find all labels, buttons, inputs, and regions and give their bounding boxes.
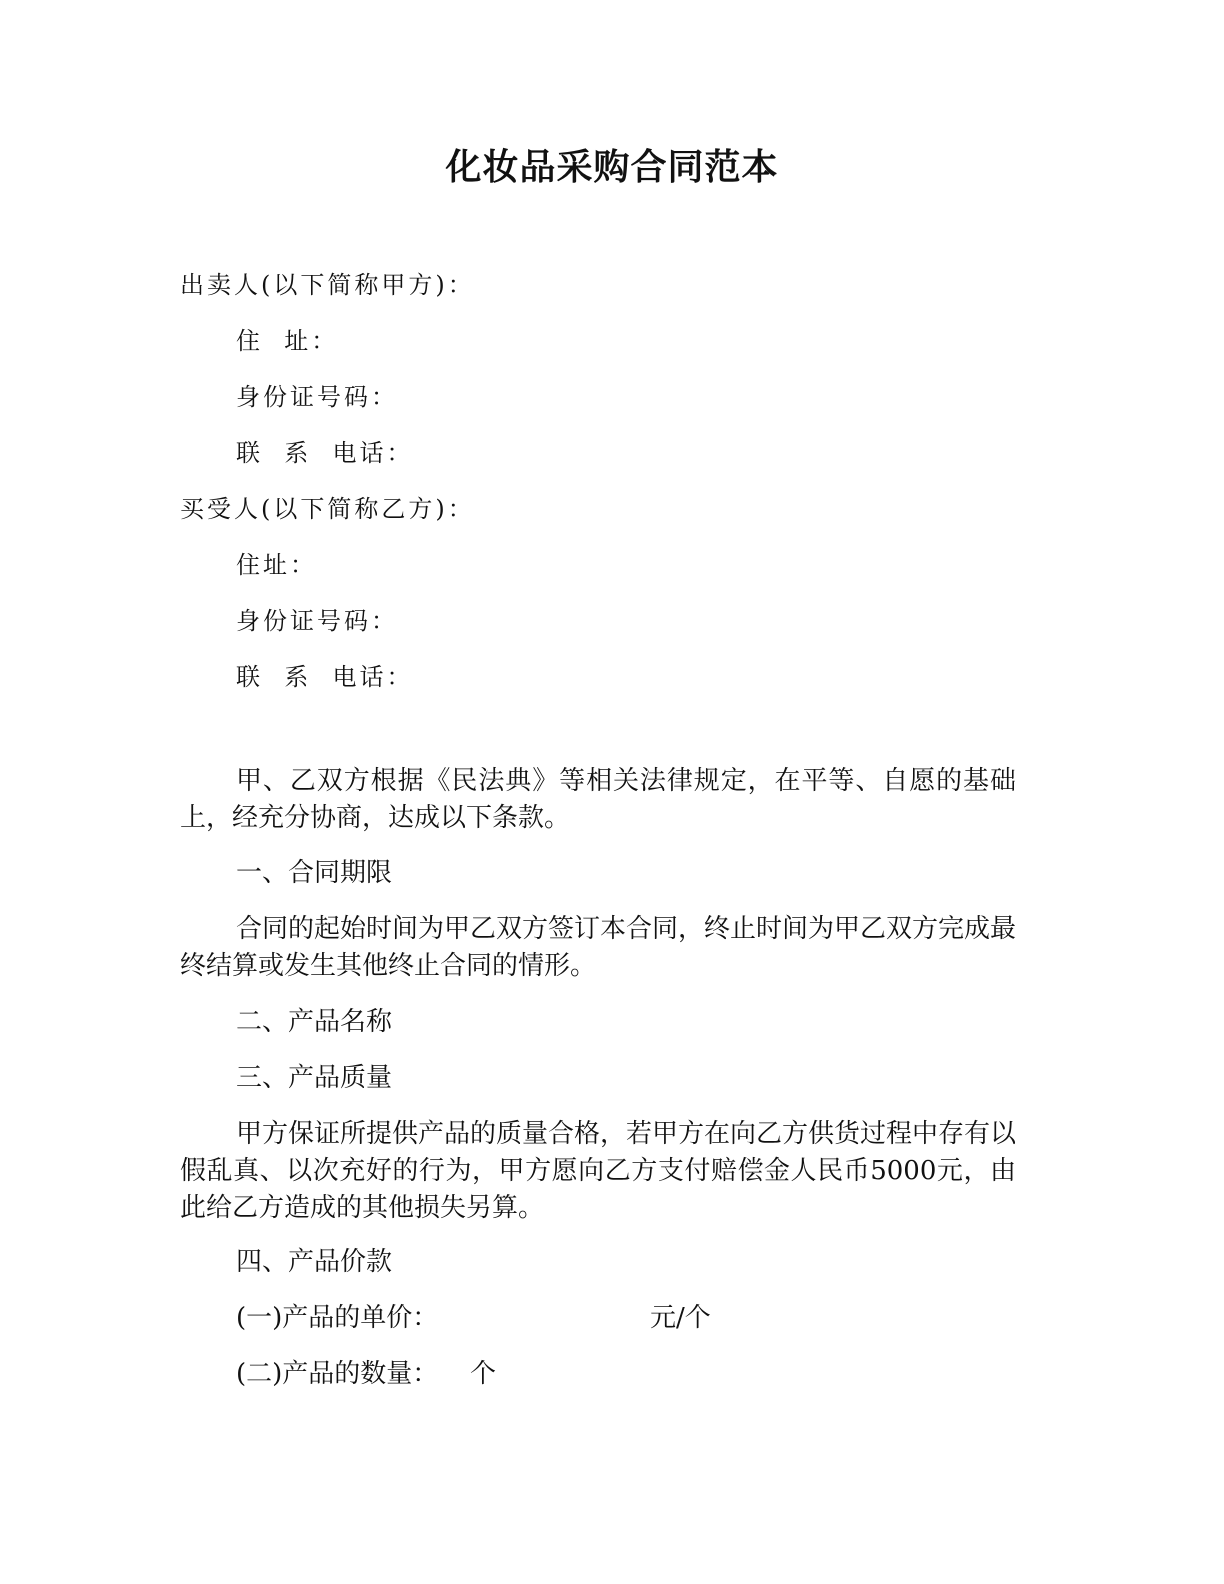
seller-label: 出卖人(以下简称甲方)： — [180, 271, 475, 299]
section-quality-text: 甲方保证所提供产品的质量合格，若甲方在向乙方供货过程中存有以假乱真、以次充好的行为，甲方愿向乙方支付赔偿金人民币5000元，由此给乙方造成的其他损失另算。 — [180, 1119, 1017, 1223]
buyer-id-number: 身份证号码： — [236, 607, 398, 635]
buyer-address: 住址： — [236, 551, 317, 579]
section-price-heading: 四、产品价款 — [236, 1247, 393, 1277]
section-term-heading: 一、合同期限 — [236, 858, 393, 888]
quantity-label: (二)产品的数量： — [236, 1359, 439, 1389]
buyer-label: 买受人(以下简称乙方)： — [180, 495, 475, 523]
preamble-paragraph: 甲、乙双方根据《民法典》等相关法律规定，在平等、自愿的基础上，经充分协商，达成以下条款。 — [180, 766, 1016, 833]
seller-address: 住 址： — [236, 327, 339, 355]
buyer-phone: 联 系 电话： — [236, 663, 414, 691]
section-name-heading: 二、产品名称 — [236, 1007, 393, 1037]
document-title: 化妆品采购合同范本 — [445, 147, 779, 188]
seller-id-number: 身份证号码： — [236, 383, 398, 411]
section-term-text: 合同的起始时间为甲乙双方签订本合同，终止时间为甲乙双方完成最终结算或发生其他终止合同的情形。 — [180, 914, 1017, 981]
unit-price-label: (一)产品的单价： — [236, 1303, 439, 1333]
section-quality-heading: 三、产品质量 — [236, 1063, 393, 1093]
unit-price-unit: 元/个 — [650, 1303, 711, 1333]
seller-phone: 联 系 电话： — [236, 439, 414, 467]
quantity-unit: 个 — [470, 1359, 497, 1389]
